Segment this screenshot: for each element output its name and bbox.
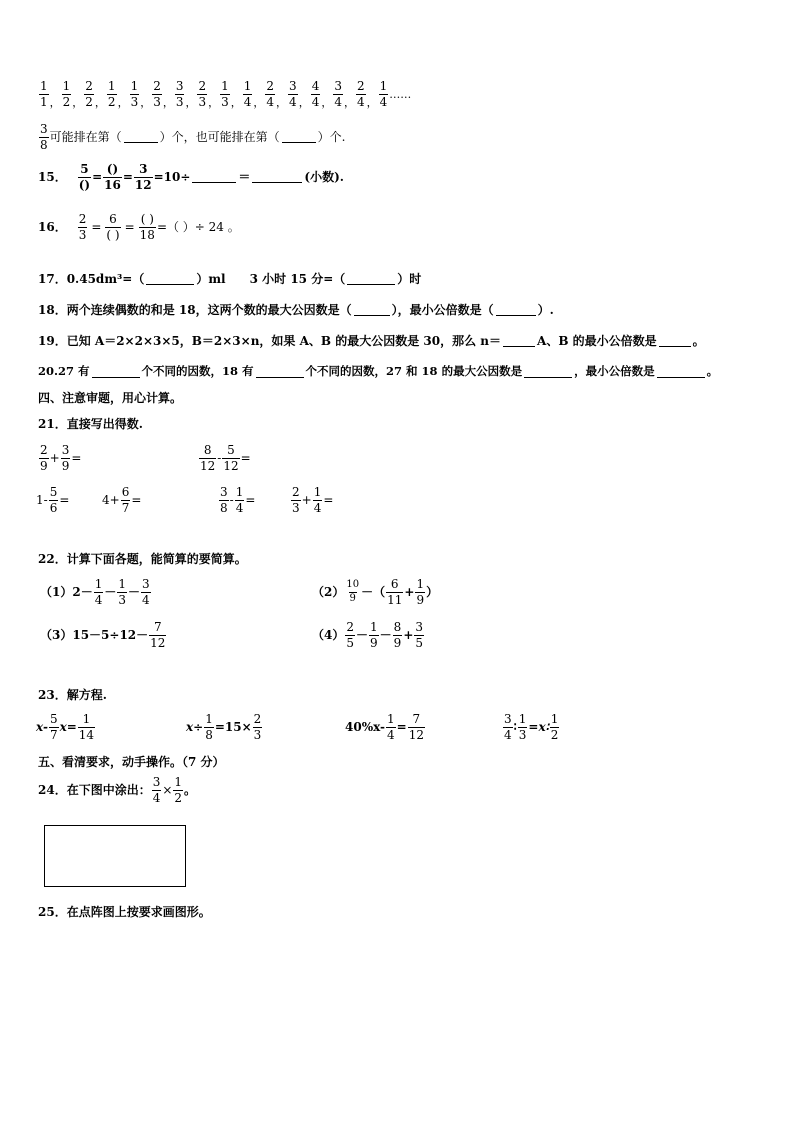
q21-expr-2 (198, 444, 251, 472)
equals-sign: = (71, 451, 82, 466)
fraction: 2 5 (346, 620, 354, 650)
answer-blank[interactable] (503, 335, 535, 347)
separator: ， (208, 96, 220, 110)
operator: － (128, 585, 141, 600)
operator: - (229, 493, 234, 508)
question-title: 22．计算下面各题，能简算的要简算。 (38, 552, 247, 566)
fraction: $\frac{7}{12}$ (408, 712, 425, 742)
text: ）ml (196, 272, 226, 286)
text: = (396, 720, 407, 735)
sequence-fraction: 3 4 (334, 79, 342, 109)
separator: ， (72, 96, 84, 110)
section-title: 五、看清要求，动手操作。（7 分） (38, 755, 225, 769)
fraction: 10 9 (346, 579, 360, 604)
separator: ， (366, 96, 378, 110)
fraction: $\frac{1}{8}$ (205, 712, 213, 742)
q22-part-2 (312, 578, 438, 606)
text: ，最小公倍数是 (574, 364, 655, 379)
q21-expr-5 (218, 486, 255, 514)
fraction: $\frac{1}{4}$ (235, 485, 244, 515)
fraction: $\frac{2}{3}$ (253, 712, 262, 742)
operator: － (356, 628, 369, 643)
text: 两个连续偶数的和是 18，这两个数的最大公因数是（ (66, 303, 352, 317)
sequence-fraction: 2 4 (356, 79, 365, 109)
ellipsis: …… (389, 87, 412, 101)
text: 。 (706, 364, 719, 379)
text: 4+ (102, 493, 120, 508)
fraction: 1 2 (550, 712, 559, 742)
fraction: 2 3 (292, 485, 300, 515)
fraction: $\frac{1}{9}$ (416, 577, 425, 607)
text: 。 (184, 783, 197, 798)
answer-blank[interactable] (252, 171, 302, 183)
answer-blank[interactable] (256, 366, 304, 378)
fraction: 7 12 (150, 620, 166, 650)
fraction: 3 4 (142, 577, 150, 607)
sequence-fraction: 2 2 (85, 79, 93, 109)
question-number: 17． (38, 272, 67, 286)
answer-blank[interactable] (146, 273, 194, 285)
fraction: $\frac{5}{6}$ (49, 485, 58, 515)
question-number: 20. (38, 364, 59, 379)
text: （3）15－5÷12－ (40, 628, 149, 643)
text: =x∶ (528, 720, 549, 735)
operator: + (404, 585, 415, 600)
text: x= (59, 720, 77, 735)
text: 40%x- (345, 720, 386, 735)
fraction: 3 4 (504, 712, 512, 742)
text: ）个. (317, 130, 346, 145)
text: =15× (214, 720, 252, 735)
section-5-heading (38, 756, 225, 768)
fraction: $\frac{1}{3}$ (518, 712, 527, 742)
text: x- (36, 720, 48, 735)
fraction: 8 12 (200, 443, 216, 473)
text: =10÷ (153, 170, 191, 185)
fraction: () 16 (104, 162, 121, 192)
question-title: 23．解方程. (38, 688, 107, 702)
question-number: 18． (38, 303, 67, 317)
sequence-fraction: 1 3 (221, 79, 229, 109)
fraction: $\frac{3}{12}$ (134, 162, 152, 192)
text: ＝ (238, 170, 251, 185)
question-20 (38, 366, 718, 378)
answer-blank[interactable] (124, 131, 158, 143)
question-23-title (38, 689, 107, 701)
text: 个不同的因数，27 和 18 的最大公因数是 (305, 364, 523, 379)
fraction: 3 8 (40, 122, 48, 152)
separator: ， (94, 96, 106, 110)
fraction: $\frac{3}{9}$ (61, 443, 70, 473)
question-19 (38, 335, 705, 347)
q22-part-1 (40, 578, 152, 606)
fraction: 1 9 (370, 620, 378, 650)
section-4-heading (38, 392, 182, 404)
sequence-fraction: 4 4 (311, 79, 320, 109)
fraction: $\frac{6}{7}$ (121, 485, 130, 515)
fraction: $\frac{2}{3}$ (78, 212, 87, 242)
equals-sign: = (323, 493, 334, 508)
q23-eq-4 (502, 713, 560, 741)
equals-sign: = (245, 493, 256, 508)
text: ）时 (397, 272, 422, 286)
text: =（ ）÷ 24 。 (156, 220, 240, 235)
text: A、B 的最小公倍数是 (537, 334, 657, 348)
separator: ， (162, 96, 174, 110)
question-18 (38, 304, 554, 316)
operator: + (49, 451, 60, 466)
fraction: 1 4 (94, 577, 103, 607)
sequence-fraction: 1 3 (130, 79, 139, 109)
shading-rectangle[interactable] (44, 825, 186, 887)
operator: － (104, 585, 117, 600)
question-title: 21．直接写出得数. (38, 417, 143, 431)
sequence-fraction: 1 2 (62, 79, 71, 109)
q22-part-4 (312, 621, 425, 649)
text: ） (426, 585, 439, 600)
text: 1- (36, 493, 48, 508)
answer-blank[interactable] (524, 366, 572, 378)
text: ）个，也可能排在第（ (159, 130, 280, 145)
fraction: 1 3 (118, 577, 126, 607)
question-15 (38, 163, 344, 191)
text: 3 小时 15 分=（ (249, 272, 346, 286)
fraction: 5 () (78, 162, 91, 192)
text: 已知 A＝2×2×3×5，B＝2×3×n，如果 A、B 的最大公因数是 30，那么 n＝ (66, 334, 502, 348)
operator: - (217, 451, 222, 466)
text: (小数). (304, 170, 344, 185)
text: ），最小公倍数是（ (391, 303, 494, 317)
fraction: 2 9 (40, 443, 48, 473)
text: 个不同的因数，18 有 (141, 364, 254, 379)
sequence-fraction: 3 3 (175, 79, 184, 109)
fraction: $\frac{1}{4}$ (313, 485, 322, 515)
text: 可能排在第（ (49, 130, 122, 145)
fraction: $\frac{1}{2}$ (174, 775, 183, 805)
separator: ， (117, 96, 129, 110)
sequence-fraction: 1 2 (107, 79, 116, 109)
equals-sign: = (91, 220, 102, 235)
answer-blank[interactable] (657, 366, 705, 378)
q22-part-3 (40, 621, 167, 649)
question-22-title (38, 553, 247, 565)
fraction: $\frac{5}{12}$ (223, 443, 239, 473)
text: 27 有 (58, 364, 90, 379)
answer-blank[interactable] (354, 304, 390, 316)
equals-sign: = (240, 451, 251, 466)
q23-eq-2 (186, 713, 263, 741)
q23-eq-3 (345, 713, 426, 741)
question-title: 25．在点阵图上按要求画图形。 (38, 905, 211, 919)
question-number: 19． (38, 334, 67, 348)
sequence-fraction: 2 3 (153, 79, 161, 109)
operator: + (301, 493, 312, 508)
separator: ， (185, 96, 197, 110)
sequence-fraction: 1 4 (379, 79, 388, 109)
separator: ， (298, 96, 310, 110)
question-24 (38, 776, 196, 804)
separator: ， (321, 96, 333, 110)
fraction: 8 9 (393, 620, 402, 650)
fraction: $\frac{1}{4}$ (387, 712, 395, 742)
question-25 (38, 906, 211, 918)
q21-expr-6 (290, 486, 333, 514)
q21-expr-4 (102, 486, 141, 514)
text: （2） (312, 585, 345, 600)
text: （4） (312, 628, 345, 643)
question-number: 16． (38, 220, 67, 235)
answer-blank[interactable] (659, 335, 691, 347)
equals-sign: = (124, 220, 135, 235)
separator: ， (253, 96, 265, 110)
equals-sign: = (92, 170, 103, 185)
q21-expr-3 (36, 486, 69, 514)
fraction-sequence (38, 80, 411, 108)
text: x÷ (186, 720, 204, 735)
equals-sign: = (122, 170, 133, 185)
question-17 (38, 273, 421, 285)
fraction: 5 7 (49, 712, 58, 742)
q21-expr-1 (38, 444, 81, 472)
operator: + (403, 628, 414, 643)
question-16 (38, 213, 240, 241)
text: ）. (537, 303, 554, 317)
operator: －（ (361, 585, 386, 600)
q23-eq-1 (36, 713, 96, 741)
question-title: 24．在下图中涂出： (38, 783, 151, 798)
text: 0.45dm³=（ (66, 272, 145, 286)
section-title: 四、注意审题，用心计算。 (38, 391, 183, 405)
text: ∶ (513, 720, 517, 735)
fraction: 3 8 (220, 485, 228, 515)
fraction: ( ) 18 (139, 212, 155, 242)
question-14-continued (38, 123, 346, 151)
operator: × (162, 783, 173, 798)
answer-blank[interactable] (347, 273, 395, 285)
question-21-title (38, 418, 143, 430)
text: （1）2－ (40, 585, 93, 600)
separator: ， (49, 96, 61, 110)
separator: ， (343, 96, 355, 110)
sequence-fraction: 2 4 (266, 79, 275, 109)
answer-blank[interactable] (192, 171, 236, 183)
separator: ， (230, 96, 242, 110)
fraction: $\frac{3}{5}$ (415, 620, 424, 650)
question-number: 15． (38, 170, 67, 185)
separator: ， (140, 96, 152, 110)
text: 。 (692, 334, 705, 348)
separator: ， (276, 96, 288, 110)
equals-sign: = (59, 493, 70, 508)
sequence-fraction: 3 4 (289, 79, 297, 109)
sequence-fraction: 1 1 (40, 79, 48, 109)
equals-sign: = (131, 493, 142, 508)
sequence-fraction: 2 3 (198, 79, 207, 109)
fraction: $\frac{3}{4}$ (152, 775, 161, 805)
operator: － (379, 628, 392, 643)
answer-blank[interactable] (496, 304, 536, 316)
fraction: 6 11 (387, 577, 403, 607)
answer-blank[interactable] (282, 131, 316, 143)
fraction: $\frac{1}{14}$ (78, 712, 95, 742)
fraction: 6 ( ) (106, 212, 120, 242)
sequence-fraction: 1 4 (243, 79, 252, 109)
answer-blank[interactable] (92, 366, 140, 378)
